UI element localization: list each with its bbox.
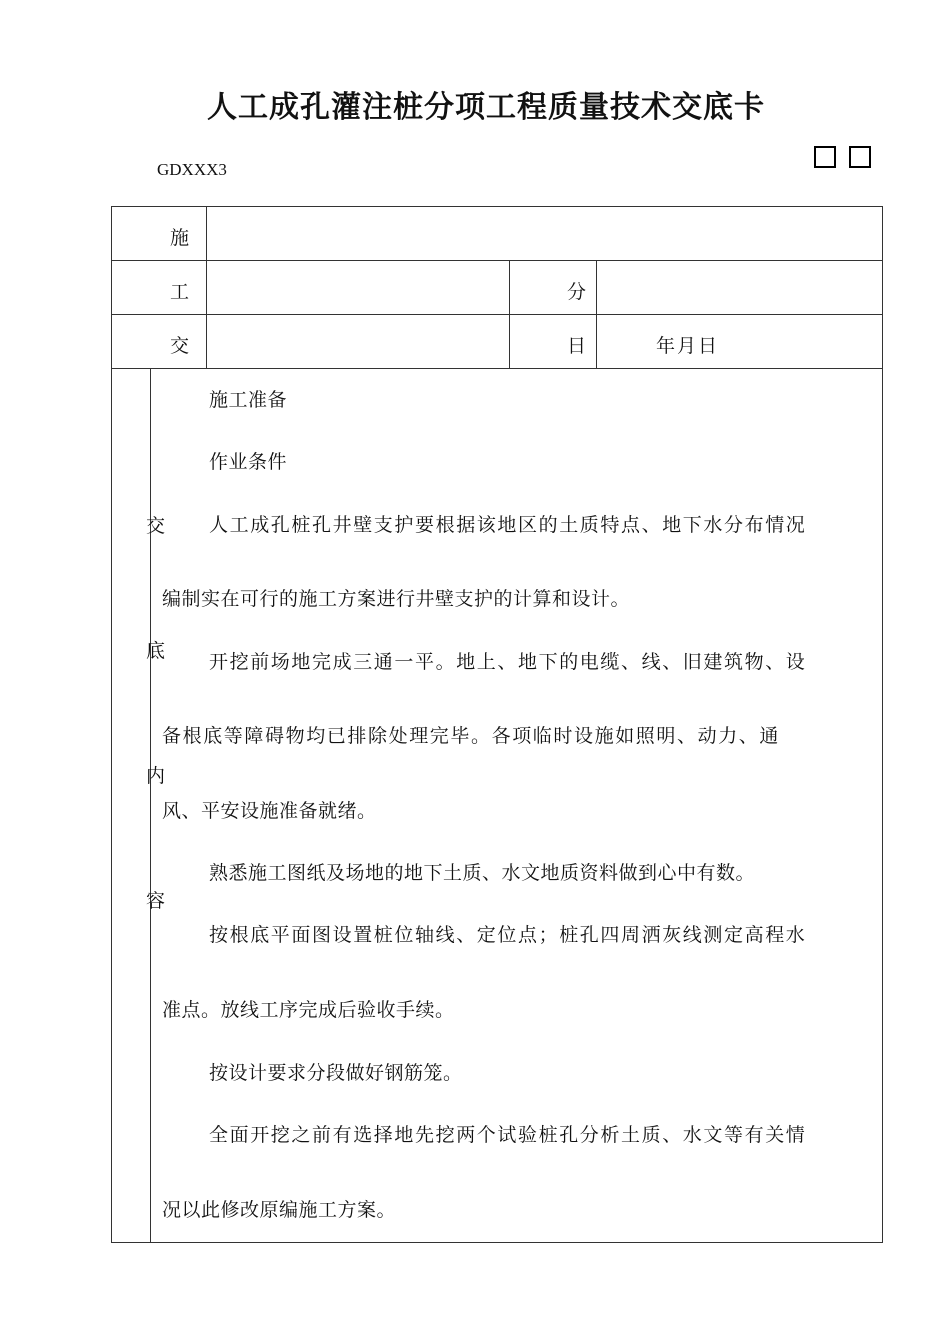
content-line: 准点。放线工序完成后验收手续。: [162, 999, 455, 1021]
side-label-3: 内: [146, 765, 166, 787]
page-title: 人工成孔灌注桩分项工程质量技术交底卡: [207, 90, 765, 125]
date-field: 年月日: [656, 335, 720, 357]
side-label-1: 交: [146, 515, 166, 537]
content-line: 风、平安设施准备就绪。: [162, 800, 377, 822]
document-code: GDXXX3: [157, 160, 227, 179]
checkbox-group: [814, 146, 871, 168]
checkbox-square-1[interactable]: [814, 146, 836, 168]
row3-right-label: 日: [567, 335, 587, 357]
side-label-2: 底: [146, 640, 166, 662]
content-line: 施工准备: [209, 389, 288, 411]
row2-label: 工: [170, 281, 190, 303]
checkbox-square-2[interactable]: [849, 146, 871, 168]
content-line: 编制实在可行的施工方案进行井壁支护的计算和设计。: [162, 588, 631, 610]
content-line: 开挖前场地完成三通一平。地上、地下的电缆、线、旧建筑物、设: [209, 651, 807, 673]
row-divider-1: [111, 260, 883, 261]
content-line: 按根底平面图设置桩位轴线、定位点；桩孔四周洒灰线测定高程水: [209, 924, 807, 946]
middle-column-divider: [509, 260, 510, 368]
content-line: 备根底等障碍物均已排除处理完毕。各项临时设施如照明、动力、通: [162, 725, 781, 747]
row3-label: 交: [170, 335, 190, 357]
content-side-divider: [150, 368, 151, 1243]
content-line: 熟悉施工图纸及场地的地下土质、水文地质资料做到心中有数。: [209, 862, 756, 884]
side-label-4: 容: [146, 890, 166, 912]
row2-right-label: 分: [567, 281, 587, 303]
row1-label: 施: [170, 227, 190, 249]
label-column-divider: [206, 206, 207, 368]
right-label-column-divider: [596, 260, 597, 368]
row-divider-3: [111, 368, 883, 369]
content-line: 况以此修改原编施工方案。: [162, 1199, 397, 1221]
content-line: 按设计要求分段做好钢筋笼。: [209, 1062, 463, 1084]
row-divider-2: [111, 314, 883, 315]
content-line: 作业条件: [209, 451, 288, 473]
content-line: 全面开挖之前有选择地先挖两个试验桩孔分析土质、水文等有关情: [209, 1124, 807, 1146]
content-line: 人工成孔桩孔井壁支护要根据该地区的土质特点、地下水分布情况: [209, 514, 807, 536]
